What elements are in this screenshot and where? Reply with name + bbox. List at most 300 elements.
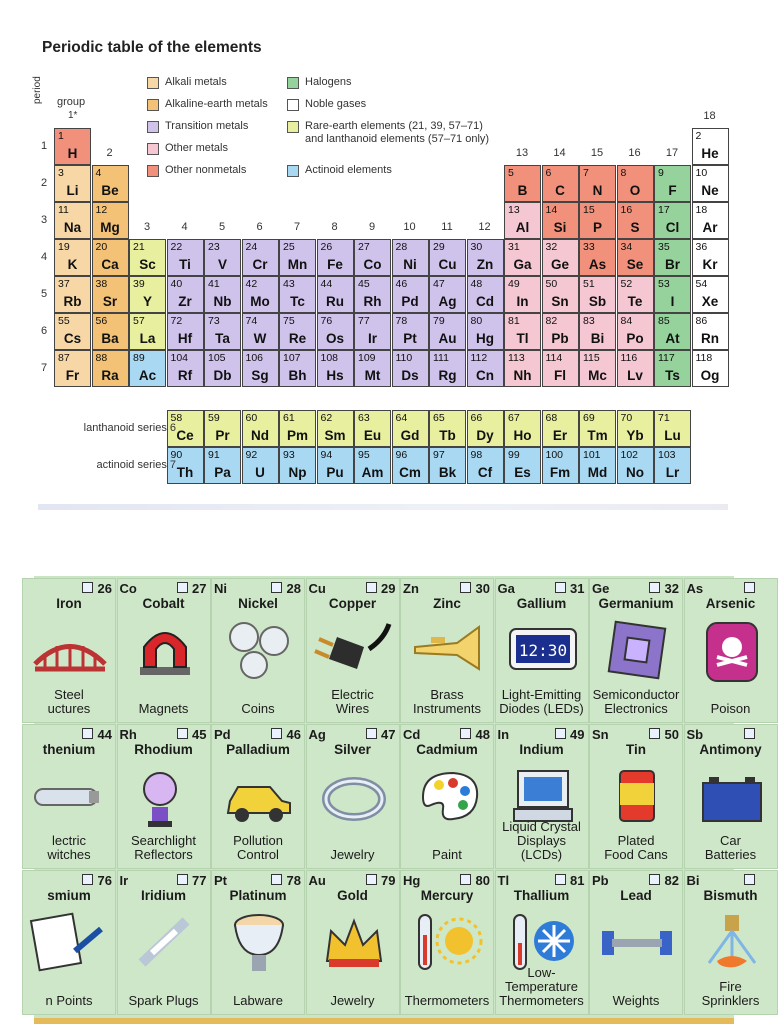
car-icon <box>224 765 294 827</box>
element-symbol: Er <box>552 428 568 443</box>
atomic-number: 7 <box>583 167 589 179</box>
atomic-number: 112 <box>470 352 488 364</box>
element-symbol: Rb <box>63 294 82 309</box>
actinoid-series-label: actinoid series 7 <box>96 459 176 471</box>
atomic-number: 14 <box>545 204 558 216</box>
element-cell <box>617 350 654 387</box>
atomic-number: 51 <box>583 278 595 290</box>
element-symbol: Lr <box>665 465 680 480</box>
atomic-number: 114 <box>545 352 563 364</box>
atomic-number: 30 <box>470 241 483 253</box>
atomic-number: 82 <box>545 315 558 327</box>
element-cell <box>54 128 91 165</box>
element-symbol: Bi <box>590 331 605 346</box>
atomic-number: 118 <box>695 352 713 364</box>
period-number: 4 <box>40 251 48 263</box>
element-symbol: Cu <box>438 257 457 272</box>
element-symbol: Am <box>361 465 384 480</box>
tile-header <box>212 725 304 743</box>
atomic-number: 38 <box>95 278 108 290</box>
atomic-number: 50 <box>545 278 558 290</box>
element-cell <box>654 447 691 484</box>
tile-symbol: Pb <box>592 873 609 888</box>
atomic-number: 26 <box>320 241 333 253</box>
element-tile <box>306 870 400 1015</box>
element-cell <box>317 276 354 313</box>
atomic-number: 59 <box>208 412 220 424</box>
tile-element-name: Cadmium <box>416 742 478 757</box>
atomic-number: 15 <box>583 204 595 216</box>
atomic-number: 88 <box>95 352 108 364</box>
atomic-number: 75 <box>283 315 295 327</box>
tile-header <box>307 579 399 597</box>
element-symbol: Ge <box>550 257 569 272</box>
atomic-number: 113 <box>508 352 525 364</box>
state-icon <box>649 728 660 739</box>
group-number: 13 <box>515 147 529 159</box>
atomic-number: 49 <box>508 278 520 290</box>
element-cell <box>429 447 466 484</box>
atomic-number: 117 <box>658 352 675 364</box>
element-symbol: K <box>67 257 78 272</box>
element-cell <box>654 410 691 447</box>
element-tile <box>684 870 778 1015</box>
element-cell <box>242 410 279 447</box>
atomic-number: 100 <box>545 449 564 461</box>
element-cell <box>167 350 204 387</box>
element-symbol: Sm <box>324 428 346 443</box>
element-symbol: Nh <box>513 368 532 383</box>
element-symbol: C <box>555 183 565 198</box>
element-symbol: Cs <box>63 331 82 346</box>
tile-symbol: Au <box>308 873 326 888</box>
element-symbol: Zn <box>476 257 494 272</box>
state-icon <box>366 874 377 885</box>
element-cell <box>504 239 541 276</box>
element-symbol: Se <box>626 257 644 272</box>
atomic-number: 42 <box>245 278 258 290</box>
element-symbol: Br <box>664 257 680 272</box>
state-icon <box>555 582 566 593</box>
poison-icon <box>697 619 767 681</box>
element-cell <box>429 350 466 387</box>
group-number: 14 <box>553 147 566 159</box>
tile-symbol: Cd <box>403 727 421 742</box>
group-number: 7 <box>293 221 301 233</box>
atomic-number: 31 <box>508 241 520 253</box>
atomic-number: 70 <box>620 412 633 424</box>
group-number: 15 <box>590 147 604 159</box>
atomic-number: 86 <box>695 315 708 327</box>
group-number: 8 <box>331 221 338 233</box>
element-cell <box>392 447 429 484</box>
element-cell <box>167 276 204 313</box>
period-number: 6 <box>40 325 48 337</box>
tile-symbol: Zn <box>403 581 419 596</box>
legend-label: Actinoid elements <box>305 164 392 176</box>
tile-header <box>401 725 493 743</box>
atomic-number: 53 <box>658 278 670 290</box>
tile-header <box>401 871 493 889</box>
atomic-number: 27 <box>358 241 370 253</box>
pen-icon <box>35 911 105 973</box>
group-number: 10 <box>403 221 416 233</box>
group-number: 9 <box>368 221 376 233</box>
element-symbol: Y <box>142 294 152 309</box>
element-cell <box>617 447 654 484</box>
element-symbol: Pt <box>403 331 417 346</box>
atomic-number: 5 <box>508 167 514 179</box>
element-cell <box>392 239 429 276</box>
group-number: 12 <box>478 221 491 233</box>
tile-header <box>23 871 115 889</box>
element-cell <box>692 128 729 165</box>
tile-element-name: Thallium <box>513 888 570 903</box>
atomic-number: 95 <box>358 449 370 461</box>
element-cell <box>129 239 166 276</box>
element-cell <box>692 350 729 387</box>
tile-atomic-number: 26 <box>97 581 112 596</box>
legend-item-other-metal <box>147 142 228 155</box>
element-symbol: Sn <box>551 294 569 309</box>
thermometer-sun-icon <box>413 911 483 973</box>
atomic-number: 67 <box>508 412 520 424</box>
legend-swatch <box>147 143 159 155</box>
atomic-number: 58 <box>170 412 183 424</box>
element-symbol: Ts <box>665 368 680 383</box>
element-symbol: Rn <box>701 331 719 346</box>
group-number: 6 <box>256 221 263 233</box>
element-cell <box>392 350 429 387</box>
element-symbol: Cn <box>476 368 494 383</box>
element-cell <box>279 239 316 276</box>
atomic-number: 63 <box>358 412 370 424</box>
legend-swatch <box>287 121 299 133</box>
element-symbol: Pr <box>215 428 230 443</box>
atomic-number: 107 <box>283 352 301 364</box>
tile-symbol: Bi <box>686 873 700 888</box>
element-symbol: Gd <box>400 428 420 443</box>
element-tile <box>495 578 589 723</box>
atomic-number: 66 <box>470 412 483 424</box>
tile-element-name: Palladium <box>226 742 290 757</box>
element-cell <box>654 350 691 387</box>
group-number: 11 <box>441 221 453 233</box>
element-symbol: N <box>592 183 603 198</box>
period-number: 2 <box>40 177 48 189</box>
atomic-number: 47 <box>433 278 445 290</box>
element-cell <box>317 447 354 484</box>
element-cell <box>204 276 241 313</box>
legend-swatch <box>147 165 159 177</box>
element-symbol: Ga <box>513 257 532 272</box>
lanthanoid-series-label: lanthanoid series 6 <box>83 422 176 434</box>
tile-element-name: Mercury <box>420 888 474 903</box>
element-cell <box>692 239 729 276</box>
element-symbol: Yb <box>626 428 644 443</box>
element-symbol: Te <box>627 294 643 309</box>
atomic-number: 110 <box>395 352 413 364</box>
bottom-strip <box>34 1018 734 1024</box>
element-symbol: Hf <box>177 331 193 346</box>
element-symbol: Tl <box>516 331 529 346</box>
element-tile <box>306 724 400 869</box>
element-symbol: Th <box>176 465 194 480</box>
element-symbol: Fm <box>549 465 571 480</box>
element-cell <box>504 165 541 202</box>
atomic-number: 102 <box>620 449 639 461</box>
legend-swatch <box>287 99 299 111</box>
element-cell <box>467 313 504 350</box>
tile-element-name: Platinum <box>229 888 287 903</box>
tile-atomic-number: 29 <box>381 581 396 596</box>
element-symbol: Al <box>515 220 530 235</box>
state-icon <box>82 874 93 885</box>
element-symbol: Sg <box>251 368 269 383</box>
atomic-number: 23 <box>208 241 220 253</box>
element-cell <box>654 165 691 202</box>
element-symbol: Na <box>63 220 82 235</box>
tile-use-label: n Points <box>45 993 93 1008</box>
element-cell <box>617 202 654 239</box>
tile-element-name: Copper <box>328 596 377 611</box>
group-number: 4 <box>181 221 188 233</box>
tile-symbol: Pd <box>214 727 231 742</box>
element-cell <box>279 313 316 350</box>
tile-header <box>118 579 210 597</box>
trumpet-icon <box>413 619 483 681</box>
element-symbol: Og <box>700 368 720 383</box>
atomic-number: 94 <box>320 449 333 461</box>
atomic-number: 106 <box>245 352 264 364</box>
element-cell <box>654 313 691 350</box>
element-cell <box>204 447 241 484</box>
state-icon <box>271 728 282 739</box>
atomic-number: 44 <box>320 278 333 290</box>
element-cell <box>617 410 654 447</box>
tile-header <box>685 579 777 597</box>
element-cell <box>542 165 579 202</box>
tile-header <box>23 579 115 597</box>
tile-atomic-number: 49 <box>570 727 585 742</box>
element-cell <box>92 350 129 387</box>
tile-header <box>590 725 682 743</box>
tile-element-name: Silver <box>334 742 371 757</box>
atomic-number: 40 <box>170 278 183 290</box>
legend-item-alkali <box>147 76 227 89</box>
element-cell <box>54 276 91 313</box>
element-cell <box>542 239 579 276</box>
group-number: 5 <box>218 221 226 233</box>
element-symbol: Tc <box>290 294 305 309</box>
atomic-number: 12 <box>95 204 108 216</box>
element-cell <box>354 447 391 484</box>
atomic-number: 35 <box>658 241 670 253</box>
tile-element-name: Bismuth <box>703 888 758 903</box>
tile-atomic-number: 31 <box>570 581 585 596</box>
atomic-number: 62 <box>320 412 333 424</box>
element-tile <box>211 870 305 1015</box>
tile-atomic-number: 30 <box>475 581 490 596</box>
element-cell <box>279 410 316 447</box>
group-number: 3 <box>143 221 151 233</box>
atomic-number: 34 <box>620 241 633 253</box>
element-symbol: Au <box>438 331 457 346</box>
atomic-number: 20 <box>95 241 108 253</box>
atomic-number: 101 <box>583 449 601 461</box>
element-tile <box>589 578 683 723</box>
element-cell <box>467 276 504 313</box>
dumbbell-icon <box>602 911 672 973</box>
ring-icon <box>319 765 389 827</box>
element-symbol: Ti <box>179 257 191 272</box>
element-symbol: Mt <box>364 368 381 383</box>
atomic-number: 60 <box>245 412 258 424</box>
state-icon <box>555 728 566 739</box>
atomic-number: 103 <box>658 449 676 461</box>
tile-atomic-number: 32 <box>664 581 679 596</box>
atomic-number: 80 <box>470 315 483 327</box>
element-cell <box>504 276 541 313</box>
state-icon <box>460 874 471 885</box>
element-cell <box>429 313 466 350</box>
element-symbol: Si <box>553 220 567 235</box>
state-icon <box>271 582 282 593</box>
tile-element-name: Tin <box>626 742 646 757</box>
tile-element-name: Gold <box>337 888 368 903</box>
element-cell <box>504 447 541 484</box>
period-axis-label: period <box>32 76 43 104</box>
tile-use-label: Paint <box>432 847 462 862</box>
element-cell <box>392 313 429 350</box>
atomic-number: 45 <box>358 278 370 290</box>
palette-icon <box>413 765 483 827</box>
element-cell <box>92 313 129 350</box>
element-symbol: Ds <box>401 368 419 383</box>
element-symbol: Mc <box>588 368 607 383</box>
element-tile <box>22 578 116 723</box>
element-cell <box>542 350 579 387</box>
tile-atomic-number: 44 <box>97 727 112 742</box>
element-symbol: Eu <box>363 428 382 443</box>
atomic-number: 76 <box>320 315 333 327</box>
tile-atomic-number: 48 <box>475 727 490 742</box>
tile-atomic-number: 28 <box>286 581 301 596</box>
legend-label: Halogens <box>305 76 352 88</box>
element-symbol: Po <box>626 331 644 346</box>
element-cell <box>542 276 579 313</box>
tile-use-label: Spark Plugs <box>128 993 199 1008</box>
element-symbol: Nd <box>251 428 269 443</box>
tile-element-name: thenium <box>42 742 96 757</box>
tile-use-label: Brass Instruments <box>413 687 481 716</box>
state-icon <box>744 582 755 593</box>
tile-atomic-number: 77 <box>192 873 207 888</box>
element-symbol: Ta <box>215 331 230 346</box>
element-symbol: Ar <box>702 220 718 235</box>
element-tile <box>22 724 116 869</box>
tile-use-label: Thermometers <box>404 993 490 1008</box>
atomic-number: 11 <box>58 204 69 216</box>
element-symbol: Pa <box>214 465 231 480</box>
plug-icon <box>319 619 389 681</box>
tile-element-name: Antimony <box>699 742 762 757</box>
group-number-18: 18 <box>703 110 716 122</box>
element-symbol: Ca <box>101 257 119 272</box>
period-number: 7 <box>40 362 48 374</box>
tile-element-name: Iron <box>56 596 82 611</box>
element-symbol: Rf <box>177 368 193 383</box>
magnet-icon <box>130 619 200 681</box>
tile-symbol: As <box>686 581 704 596</box>
tile-symbol: Sn <box>592 727 609 742</box>
element-cell <box>204 350 241 387</box>
element-cell <box>654 202 691 239</box>
element-tile <box>495 724 589 869</box>
atomic-number: 36 <box>695 241 708 253</box>
element-cell <box>129 313 166 350</box>
element-cell <box>467 410 504 447</box>
tile-element-name: Nickel <box>238 596 278 611</box>
period-number: 5 <box>40 288 48 300</box>
atomic-number: 92 <box>245 449 258 461</box>
group-axis-label: group <box>57 96 86 108</box>
tile-use-label: Light-Emitting Diodes (LEDs) <box>499 687 584 716</box>
element-cell <box>54 239 91 276</box>
element-cell <box>504 202 541 239</box>
tile-element-name: Arsenic <box>705 596 756 611</box>
element-cell <box>579 276 616 313</box>
element-symbol: Li <box>66 183 79 198</box>
group-number: 16 <box>628 147 641 159</box>
element-cell <box>542 447 579 484</box>
element-cell <box>542 313 579 350</box>
tile-header <box>212 579 304 597</box>
element-symbol: He <box>701 146 719 161</box>
state-icon <box>271 874 282 885</box>
element-symbol: Be <box>101 183 119 198</box>
atomic-number: 96 <box>395 449 408 461</box>
tile-element-name: Cobalt <box>142 596 185 611</box>
tile-use-label: Steel uctures <box>47 687 91 716</box>
svg-text:12:30: 12:30 <box>518 641 567 660</box>
element-symbol: Rh <box>363 294 382 309</box>
element-cell <box>242 239 279 276</box>
legend-label: Noble gases <box>305 98 367 110</box>
page-title: Periodic table of the elements <box>42 39 262 56</box>
atomic-number: 37 <box>58 278 70 290</box>
element-symbol: Cf <box>477 465 493 480</box>
element-cell <box>54 202 91 239</box>
element-cell <box>54 313 91 350</box>
atomic-number: 85 <box>658 315 670 327</box>
tile-atomic-number: 81 <box>570 873 585 888</box>
element-cell <box>317 239 354 276</box>
caption-divider <box>38 504 728 510</box>
element-cell <box>92 276 129 313</box>
tile-header <box>118 871 210 889</box>
atomic-number: 108 <box>320 352 339 364</box>
tile-header <box>23 725 115 743</box>
element-symbol: Kr <box>702 257 718 272</box>
element-cell <box>429 410 466 447</box>
element-symbol: Re <box>288 331 307 346</box>
legend-swatch <box>147 99 159 111</box>
atomic-number: 72 <box>170 315 183 327</box>
tile-symbol: Tl <box>497 873 510 888</box>
atomic-number: 52 <box>620 278 633 290</box>
element-symbol: Mn <box>287 257 308 272</box>
